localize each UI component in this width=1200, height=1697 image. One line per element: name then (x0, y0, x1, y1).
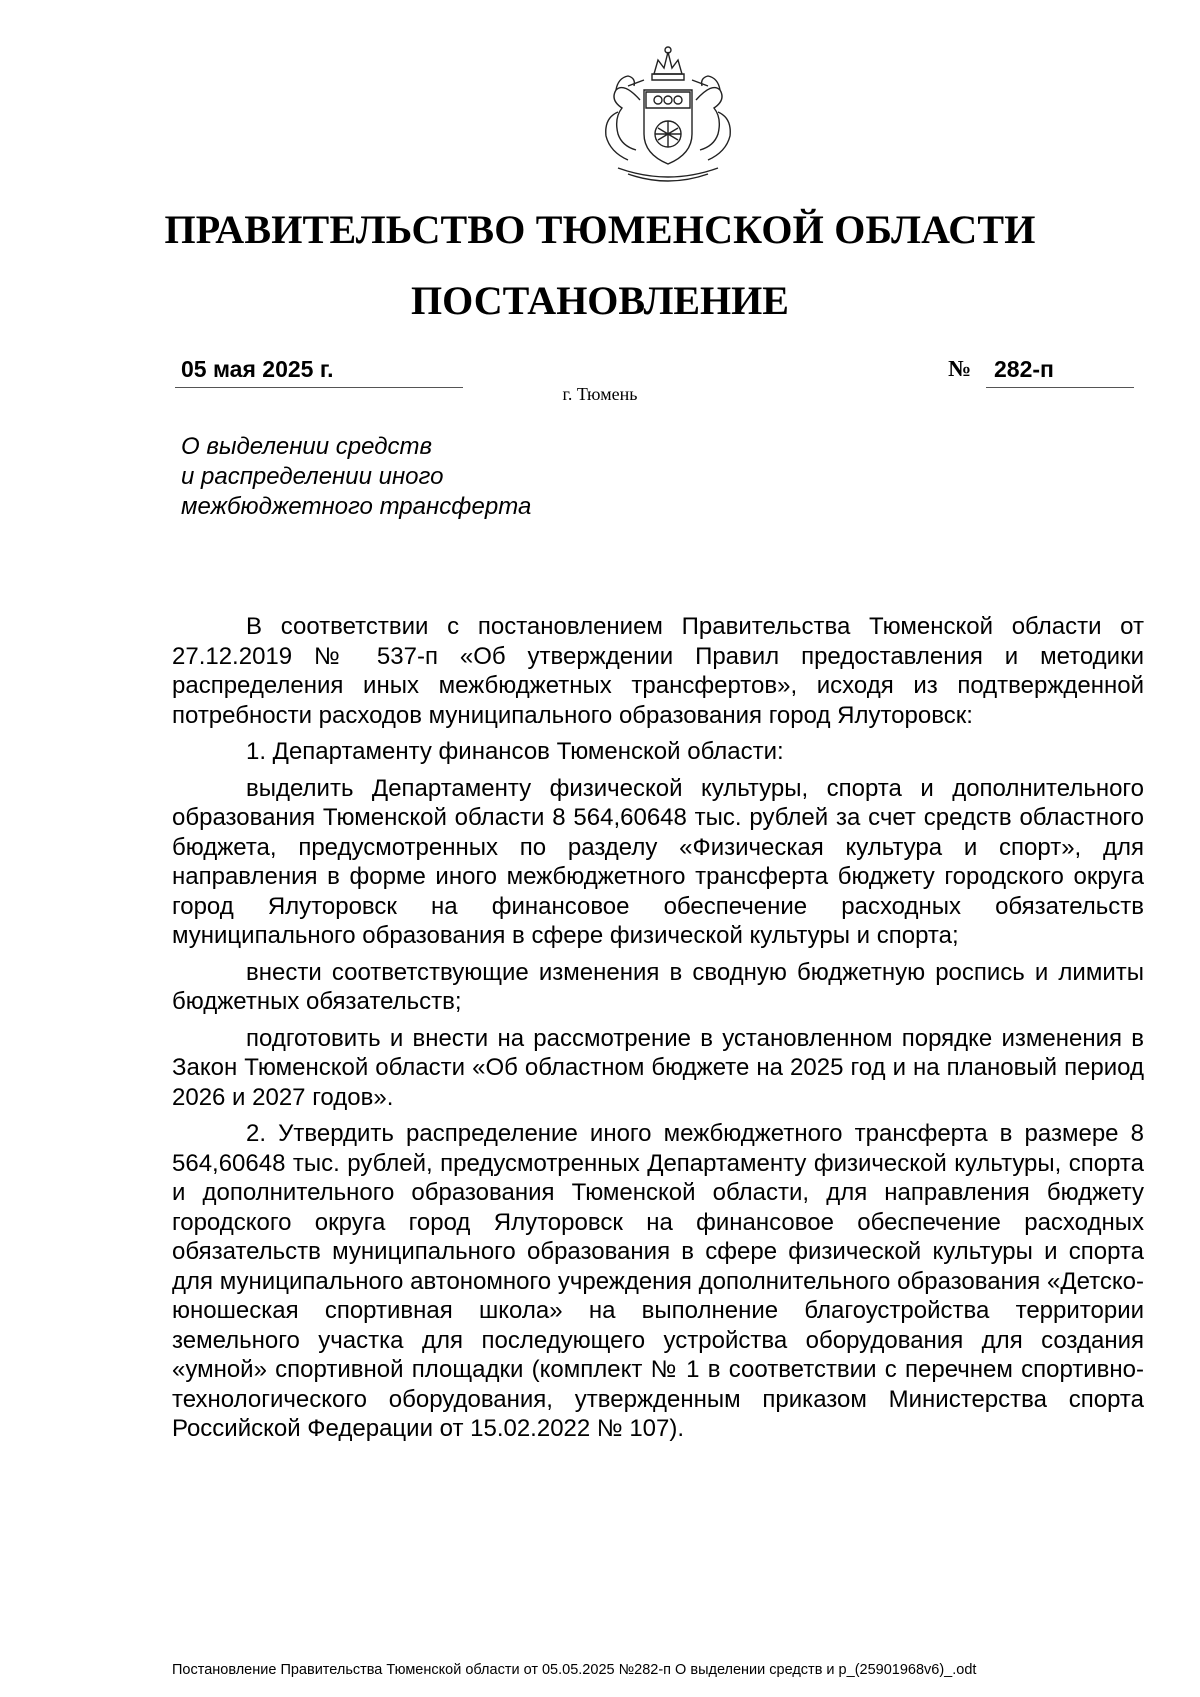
document-footer: Постановление Правительства Тюменской области от 05.05.2025 №282-п О выделении средств и р_(25901968v6)_.odt (172, 1662, 977, 1678)
document-subject (181, 432, 641, 522)
subject-line: межбюджетного трансферта (181, 493, 532, 520)
document-number-field: 282-п (986, 355, 1134, 388)
document-date-field: 05 мая 2025 г. (175, 355, 463, 388)
document-type-title: ПОСТАНОВЛЕНИЕ (411, 278, 789, 323)
body-paragraph: 1. Департаменту финансов Тюменской области: (246, 738, 784, 765)
government-title: ПРАВИТЕЛЬСТВО ТЮМЕНСКОЙ ОБЛАСТИ (164, 207, 1036, 252)
document-body (172, 612, 1144, 1451)
subject-line: и распределении иного (181, 463, 444, 490)
body-paragraph: внести соответствующие изменения в сводную бюджетную роспись и лимиты бюджетных обязательств; (172, 958, 1144, 1015)
subject-line: О выделении средств (181, 433, 433, 460)
document-number-label: № (948, 356, 972, 381)
body-paragraph: 2. Утвердить распределение иного межбюджетного трансферта в размере 8 564,60648 тыс. рублей, предусмотренных Департаменту физической культуры, спорта и дополнительного образования Тюменской области, для направления бюджету городского округа город Ялуторовск на финансовое обеспечение расходных обязательств муниципального образования в сфере физической культуры и спорта для муниципального автономного учреждения дополнительного образования «Детско-юношеская спортивная школа» на выполнение благоустройства территории земельного участка для последующего устройства оборудования для создания «умной» спортивной площадки (комплект № 1 в соответствии с перечнем спортивно-технологического оборудования, утвержденным приказом Министерства спорта Российской Федерации от 15.02.2022 № 107). (172, 1120, 1144, 1442)
coat-of-arms-icon (588, 42, 748, 188)
body-paragraph: выделить Департаменту физической культуры, спорта и дополнительного образования Тюменской области 8 564,60648 тыс. рублей за счет средств областного бюджета, предусмотренных по разделу «Физическая культура и спорт», для направления в форме иного межбюджетного трансферта бюджету городского округа город Ялуторовск на финансовое обеспечение расходных обязательств муниципального образования в сфере физической культуры и спорта; (172, 774, 1144, 949)
body-paragraph: В соответствии с постановлением Правительства Тюменской области от 27.12.2019 № 537-п «Об утверждении Правил предоставления и методики распределения иных межбюджетных трансфертов», исходя из подтвержденной потребности расходов муниципального образования город Ялуторовск: (172, 613, 1144, 729)
city-label: г. Тюмень (562, 384, 638, 404)
body-paragraph: подготовить и внести на рассмотрение в установленном порядке изменения в Закон Тюменской области «Об областном бюджете на 2025 год и на плановый период 2026 и 2027 годов». (172, 1024, 1144, 1111)
